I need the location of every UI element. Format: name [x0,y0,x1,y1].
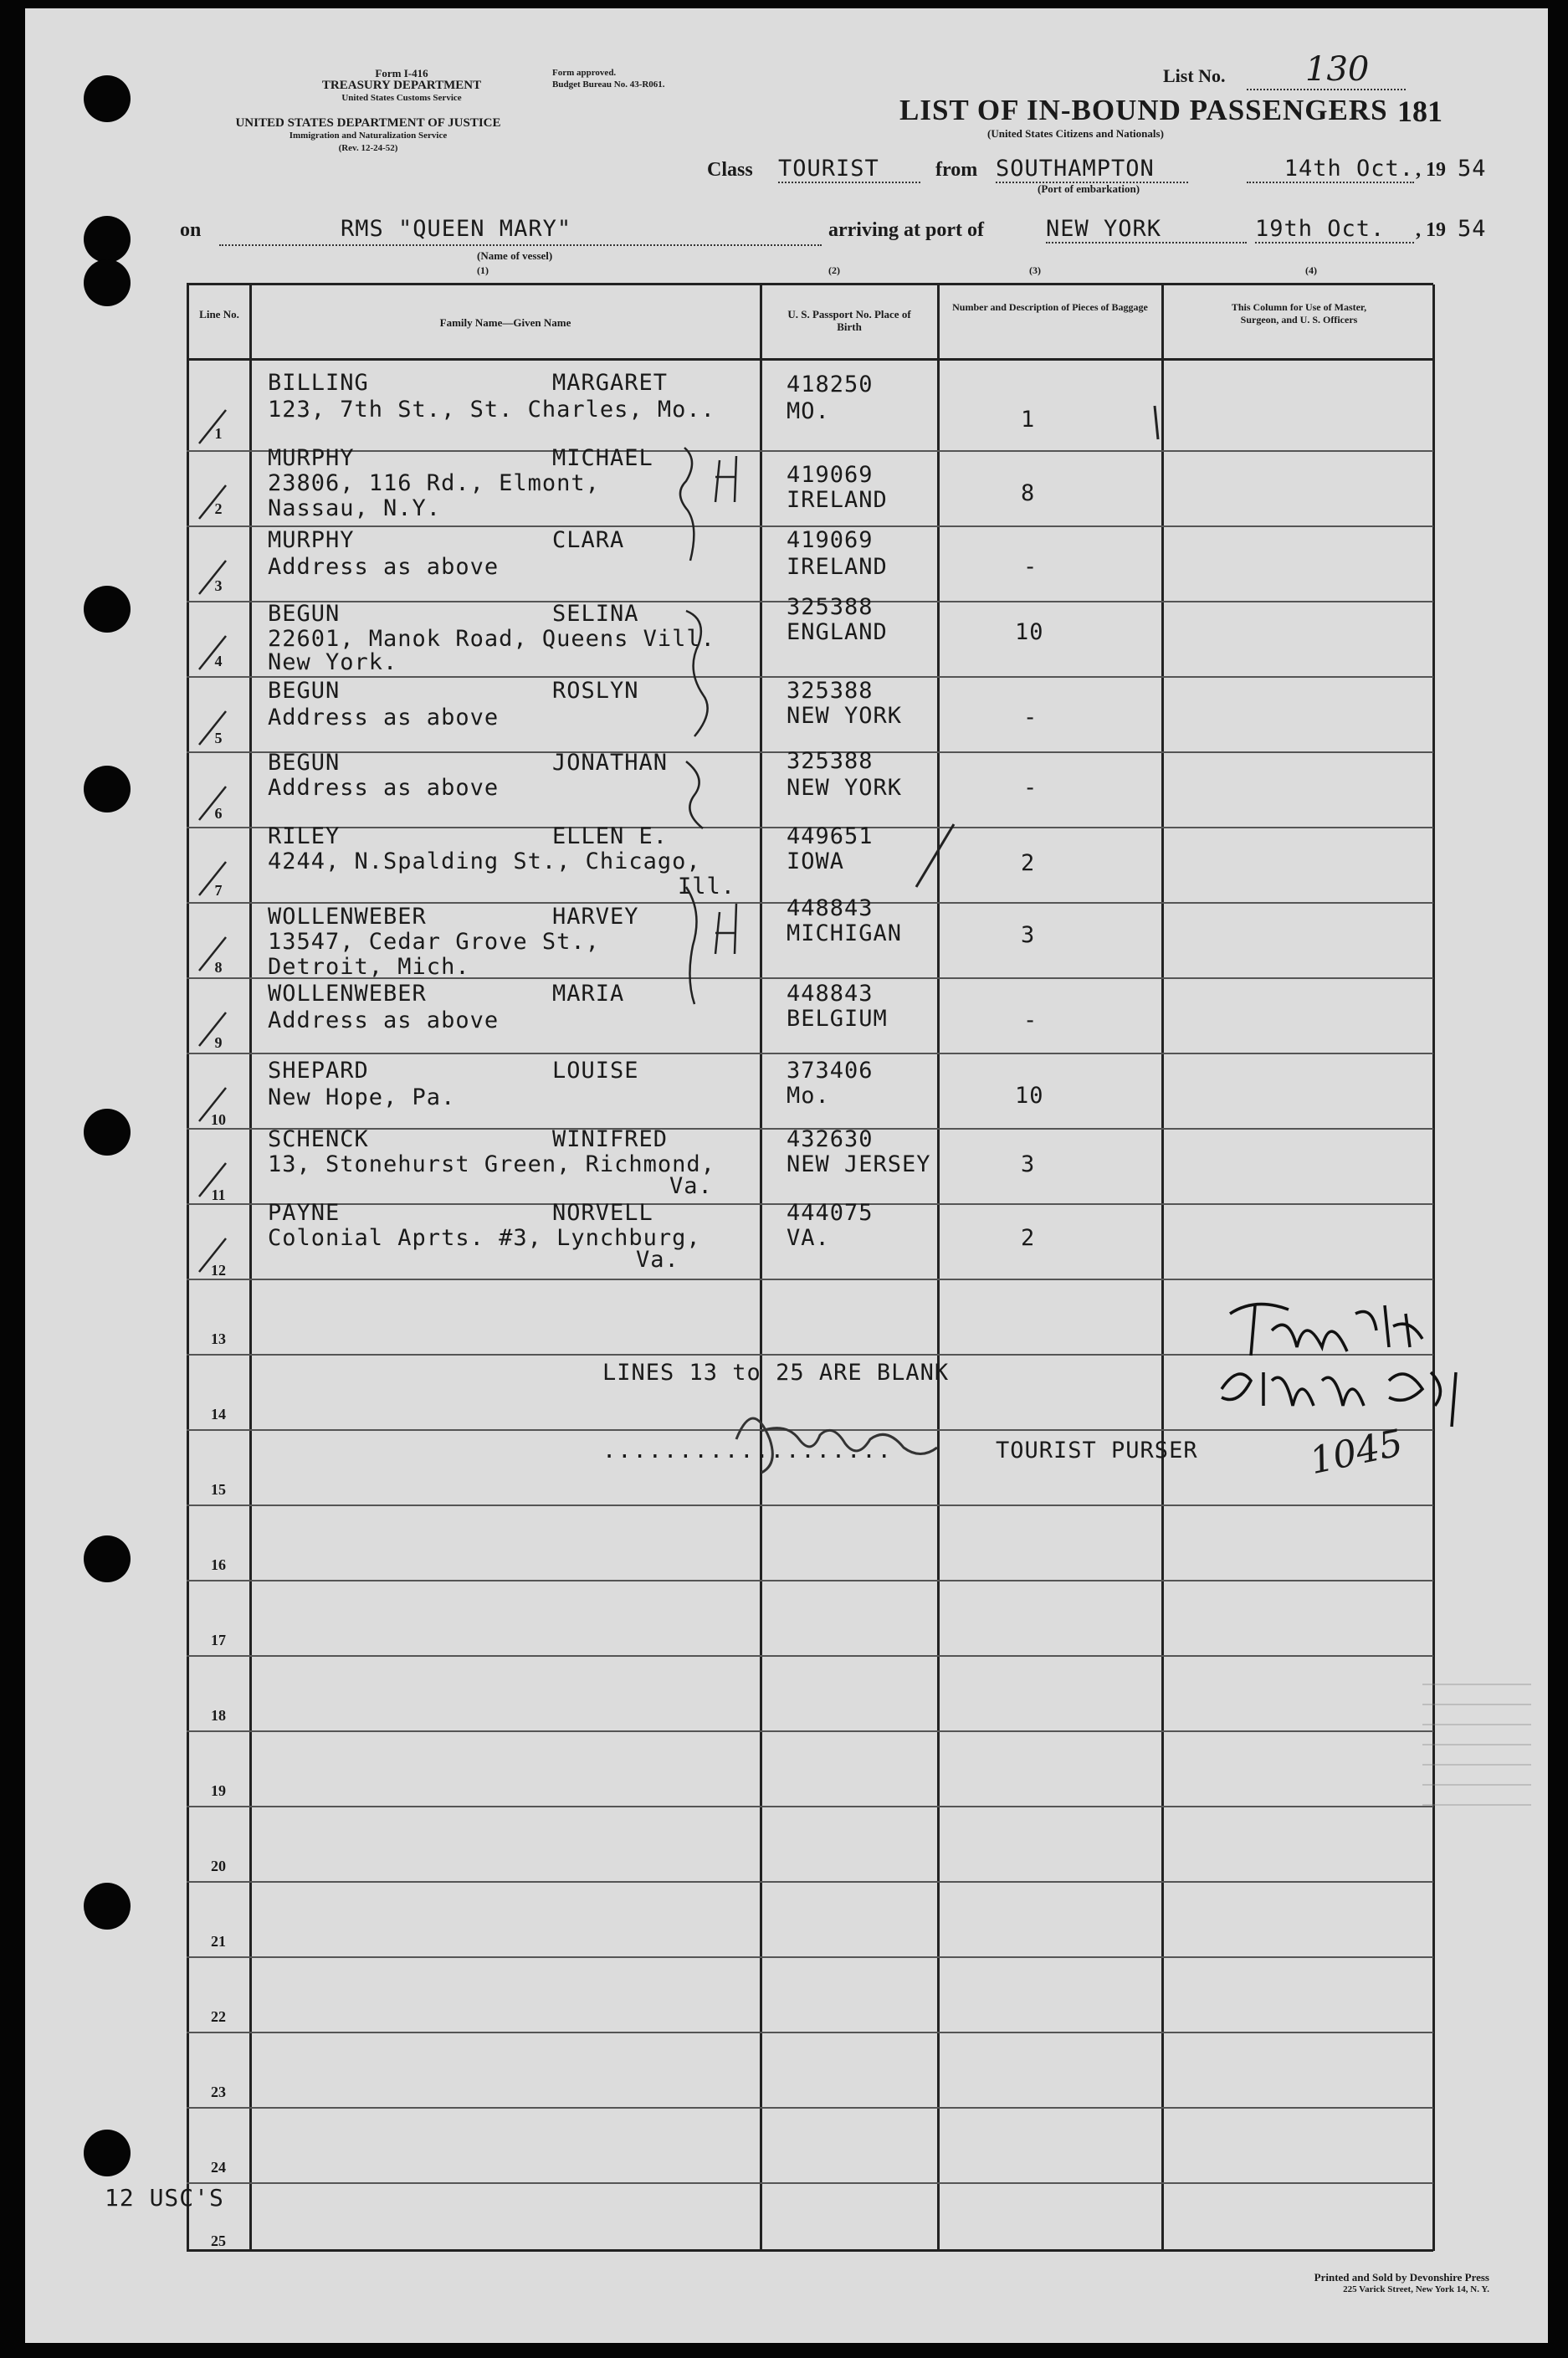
family-name: PAYNE [268,1200,341,1226]
doj-block: UNITED STATES DEPARTMENT OF JUSTICE Immigration and Naturalization Service (Rev. 12-24-52) [235,116,501,153]
punch-hole [84,1883,131,1930]
birth-place: IRELAND [787,554,888,580]
bleed-through-text [1422,1665,1531,1941]
table-row [187,1046,1433,1128]
table-row [187,1121,1433,1203]
col-number-4: (4) [1305,264,1317,276]
line-number: 9 [214,1034,223,1051]
line-number: 11 [211,1187,226,1203]
margin-note: 12 USC'S [105,2184,224,2212]
address-line: Address as above [268,554,500,580]
table-row [187,368,1433,443]
birth-place: VA. [787,1225,830,1251]
baggage-count: 1 [1021,407,1036,433]
family-name: SCHENCK [268,1126,369,1152]
baggage-count: 2 [1021,850,1036,876]
given-name: SELINA [552,601,639,627]
line-number: 19 [211,1782,226,1799]
passport-number: 419069 [787,462,874,488]
address-line-2: Va. [669,1173,713,1199]
line-number: 24 [211,2159,226,2176]
line-number: 18 [211,1707,226,1724]
line-number: 3 [214,577,223,594]
address-line: 22601, Manok Road, Queens Vill. [268,626,715,652]
baggage-count: 3 [1021,922,1036,948]
address-line: 13547, Cedar Grove St., [268,929,600,955]
tick-mark [904,820,962,895]
table-row [187,820,1433,900]
purser-signature-line: ................... [602,1438,893,1463]
address-line: Address as above [268,775,500,801]
table-row [187,669,1433,745]
column-header-line-no: Line No. [199,308,239,320]
depart-year: 54 [1458,156,1487,182]
passport-number: 432630 [787,1126,874,1152]
baggage-count: - [1023,705,1038,730]
table-row [187,971,1433,1051]
list-no-field [1247,50,1406,90]
birth-place: NEW JERSEY [787,1151,931,1177]
baggage-count: - [1023,775,1038,801]
col-number-3: (3) [1029,264,1041,276]
embark-caption: (Port of embarkation) [1038,182,1140,195]
tick-mark [1146,402,1180,452]
family-name: BEGUN [268,678,341,704]
table-top-border [187,283,1433,285]
table-row [187,745,1433,820]
arrival-date: 19th Oct. [1255,216,1414,243]
col-number-2: (2) [828,264,840,276]
page-title: LIST OF IN-BOUND PASSENGERS [899,94,1388,126]
given-name: JONATHAN [552,750,669,776]
table-row [187,519,1433,594]
punch-hole [84,2130,131,2176]
punch-hole [84,216,131,263]
given-name: WINIFRED [552,1126,669,1152]
given-name: MARIA [552,981,625,1007]
printer-footer: Printed and Sold by Devonshire Press 225 Varick Street, New York 14, N. Y. [1314,2271,1489,2294]
line-number: 22 [211,2008,226,2025]
address-line: 123, 7th St., St. Charles, Mo.. [268,397,715,423]
address-line: 23806, 116 Rd., Elmont, [268,470,600,496]
blank-lines-note: LINES 13 to 25 ARE BLANK [602,1360,950,1386]
line-number: 17 [211,1632,226,1648]
arrival-port: NEW YORK [1046,216,1247,243]
passport-number: 325388 [787,678,874,704]
baggage-count: 10 [1015,1083,1044,1109]
line-number: 10 [211,1111,226,1128]
arriving-label: arriving at port of [828,219,984,241]
line-number: 23 [211,2084,226,2100]
table-row [187,1197,1433,1279]
list-no-label: List No. [1163,65,1226,86]
baggage-count: 2 [1021,1225,1036,1251]
given-name: ROSLYN [552,678,639,704]
birth-place: BELGIUM [787,1006,888,1032]
list-no-value: 130 [1305,50,1370,89]
line-number: 2 [214,500,223,517]
line-number: 15 [211,1481,226,1498]
header-row-border [187,358,1433,361]
table-row [187,594,1433,675]
line-number: 25 [211,2232,226,2249]
family-bracket-marks [669,443,761,1012]
family-name: BEGUN [268,601,341,627]
passport-number: 419069 [787,527,874,553]
family-name: SHEPARD [268,1058,369,1084]
birth-place: NEW YORK [787,775,903,801]
arrival-year: 54 [1458,216,1487,242]
baggage-count: - [1023,554,1038,580]
punch-hole [84,586,131,633]
line-number: 13 [211,1330,226,1347]
passport-number: 448843 [787,981,874,1007]
purser-signature [720,1389,962,1489]
birth-place: MO. [787,398,830,424]
page-number: 181 [1397,95,1442,128]
family-name: MURPHY [268,445,355,471]
purser-title: TOURIST PURSER [996,1438,1198,1463]
officer-signature [1205,1280,1514,1431]
given-name: CLARA [552,527,625,553]
form-id-block: Form I-416 TREASURY DEPARTMENT United States Customs Service [321,67,482,103]
page-subtitle: (United States Citizens and Nationals) [987,127,1164,140]
family-name: RILEY [268,823,341,849]
line-number: 5 [214,730,223,746]
family-name: WOLLENWEBER [268,904,427,930]
depart-year-prefix: , 19 [1416,159,1446,181]
punch-hole [84,259,131,306]
birth-place: MICHIGAN [787,920,903,946]
punch-hole [84,766,131,812]
passport-number: 448843 [787,895,874,921]
table-row [187,443,1433,519]
baggage-count: 3 [1021,1151,1036,1177]
line-number: 8 [214,959,223,976]
baggage-count: - [1023,1007,1038,1033]
passport-number: 418250 [787,372,874,397]
given-name: LOUISE [552,1058,639,1084]
column-header-baggage: Number and Description of Pieces of Baggage [952,301,1148,313]
passport-number: 325388 [787,748,874,774]
line-number: 16 [211,1556,226,1573]
birth-place: IOWA [787,848,845,874]
given-name: ELLEN E. [552,823,669,849]
passport-number: 444075 [787,1200,874,1226]
punch-hole [84,1109,131,1156]
birth-place: Mo. [787,1083,830,1109]
address-line: New Hope, Pa. [268,1084,456,1110]
address-line: Address as above [268,1007,500,1033]
family-name: MURPHY [268,527,355,553]
given-name: MARGARET [552,370,669,396]
address-line-2: Detroit, Mich. [268,954,470,980]
arrival-year-prefix: , 19 [1416,219,1446,241]
line-number: 21 [211,1933,226,1950]
family-name: WOLLENWEBER [268,981,427,1007]
baggage-count: 8 [1021,480,1036,506]
column-header-name: Family Name—Given Name [439,316,571,329]
vessel-field [219,216,822,246]
line-number: 20 [211,1858,226,1874]
class-value: TOURIST [778,156,920,183]
given-name: HARVEY [552,904,639,930]
approval-block: Form approved. Budget Bureau No. 43-R061. [552,68,665,90]
address-line-2: Nassau, N.Y. [268,495,442,521]
line-number: 6 [214,805,223,822]
line-number: 14 [211,1406,226,1422]
officer-annotation: 1045 [1305,1421,1407,1484]
birth-place: IRELAND [787,487,888,513]
address-line: Colonial Aprts. #3, Lynchburg, [268,1225,701,1251]
column-header-officers: This Column for Use of Master, Surgeon, and U. S. Officers [1231,301,1367,326]
punch-hole [84,75,131,122]
family-name: BILLING [268,370,369,396]
address-line: 4244, N.Spalding St., Chicago, [268,848,701,874]
check-marks [192,393,259,1289]
address-line: 13, Stonehurst Green, Richmond, [268,1151,715,1177]
col-number-1: (1) [477,264,489,276]
vessel-name: RMS "QUEEN MARY" [341,216,572,242]
birth-place: ENGLAND [787,619,888,645]
address-line-2: Va. [636,1247,679,1273]
on-label: on [180,219,202,241]
passport-number: 325388 [787,594,874,620]
address-line-2: New York. [268,649,398,675]
passport-number: 449651 [787,823,874,849]
family-name: BEGUN [268,750,341,776]
column-header-passport: U. S. Passport No. Place of Birth [787,308,911,333]
baggage-count: 10 [1015,619,1044,645]
given-name: MICHAEL [552,445,653,471]
passport-number: 373406 [787,1058,874,1084]
table-row [187,895,1433,980]
line-number: 1 [214,425,223,442]
birth-place: NEW YORK [787,703,903,729]
depart-date: 14th Oct. [1247,156,1414,183]
table-bottom-border [187,2249,1433,2252]
vessel-caption: (Name of vessel) [477,249,553,262]
class-label: Class [707,159,753,181]
address-line: Address as above [268,705,500,730]
address-line-2: Ill. [678,874,736,900]
given-name: NORVELL [552,1200,653,1226]
line-number: 4 [214,653,223,669]
line-number: 7 [214,882,223,899]
line-number: 12 [211,1262,226,1279]
from-value: SOUTHAMPTON [996,156,1188,183]
punch-hole [84,1535,131,1582]
from-label: from [935,159,978,181]
